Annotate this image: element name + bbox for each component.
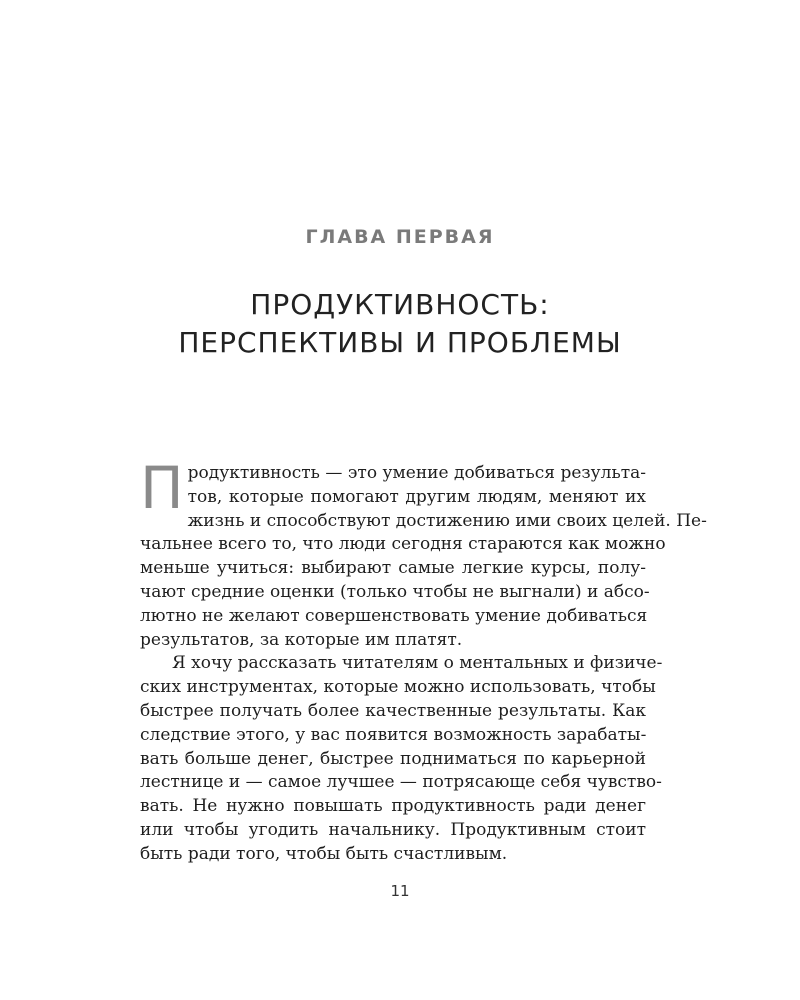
page-number: 11 bbox=[390, 882, 410, 900]
paragraph-2 bbox=[140, 652, 663, 866]
text-line: чальнее всего то, что люди сегодня стараются как можно bbox=[140, 534, 666, 555]
chapter-title-line: ПРОДУКТИВНОСТЬ: bbox=[250, 288, 550, 321]
text-line: результатов, за которые им платят. bbox=[140, 629, 463, 650]
text-line: вать больше денег, быстрее подниматься по карьерной bbox=[140, 748, 646, 769]
text-line: чают средние оценки (только чтобы не выгнали) и абсо- bbox=[140, 581, 650, 602]
text-line: или чтобы угодить начальнику. Продуктивным стоит bbox=[140, 819, 646, 840]
text-line: жизнь и способствуют достижению ими своих целей. Пе- bbox=[187, 510, 707, 531]
text-line: Я хочу рассказать читателям о ментальных и физиче- bbox=[172, 653, 663, 674]
chapter-label: ГЛАВА ПЕРВАЯ bbox=[305, 226, 495, 248]
text-line: родуктивность — это умение добиваться результа- bbox=[187, 463, 646, 483]
text-line: меньше учиться: выбирают самые легкие курсы, полу- bbox=[140, 558, 646, 579]
chapter-title bbox=[0, 286, 800, 362]
text-line: быстрее получать более качественные результаты. Как bbox=[140, 700, 646, 721]
drop-cap: П bbox=[140, 454, 184, 522]
body-text bbox=[140, 454, 707, 867]
text-line: быть ради того, чтобы быть счастливым. bbox=[140, 843, 508, 864]
chapter-title-line: ПЕРСПЕКТИВЫ И ПРОБЛЕМЫ bbox=[178, 326, 622, 359]
text-line: лютно не желают совершенствовать умение добиваться bbox=[140, 605, 648, 626]
text-line: лестнице и — самое лучшее — потрясающе себя чувство- bbox=[140, 772, 662, 793]
text-line: ских инструментах, которые можно использовать, чтобы bbox=[140, 677, 656, 698]
text-line: тов, которые помогают другим людям, меняют их bbox=[187, 486, 646, 507]
paragraph-1 bbox=[140, 454, 707, 652]
text-line: следствие этого, у вас появится возможность зарабаты- bbox=[140, 724, 647, 745]
text-line: вать. Не нужно повышать продуктивность ради денег bbox=[140, 796, 646, 817]
